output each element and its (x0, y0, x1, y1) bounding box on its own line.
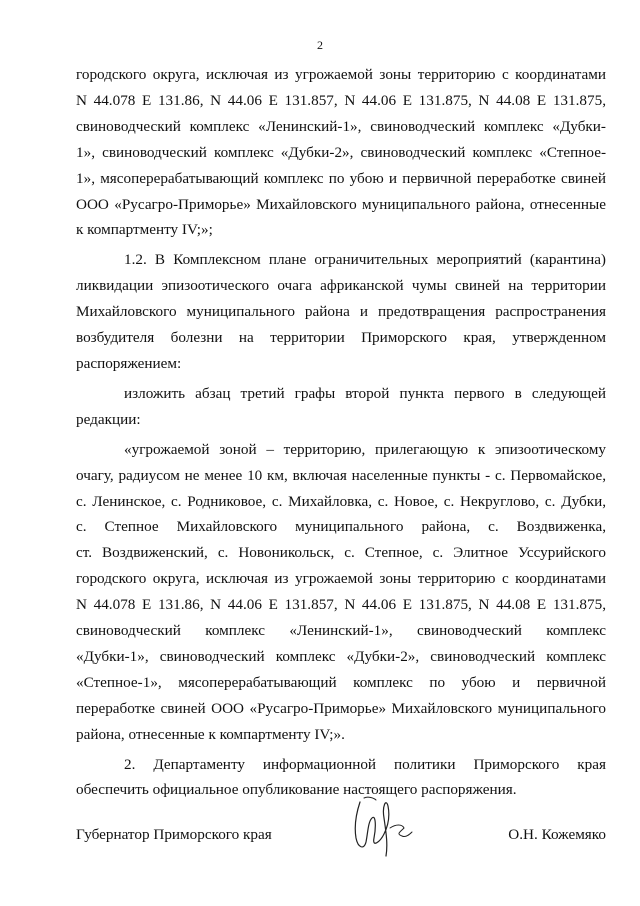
text-line: Михайловского муниципального района и предотвращения распространения (76, 303, 606, 321)
text-line: с. Ленинское, с. Родниковое, с. Михайловка, с. Новое, с. Некруглово, с. Дубки, (76, 492, 606, 510)
text-line: изложить абзац третий графы второй пункта первого в следующей (124, 384, 606, 402)
signatory-name: О.Н. Кожемяко (508, 826, 606, 843)
text-line: 1», мясоперерабатывающий комплекс по убою и первичной переработке свиней (76, 169, 606, 187)
text-line: обеспечить официальное опубликование настоящего распоряжения. (76, 781, 517, 799)
paragraph-2 (76, 752, 606, 804)
text-line: городского округа, исключая из угрожаемой зоны территорию с координатами (76, 570, 606, 588)
paragraph-edit-instruction (76, 381, 606, 433)
text-line: свиноводческий комплекс «Ленинский-1», свиноводческий комплекс (76, 622, 606, 640)
text-line: 2. Департаменту информационной политики Приморского края (124, 755, 606, 773)
text-line: 1.2. В Комплексном плане ограничительных мероприятий (карантина) (124, 251, 606, 269)
text-line: «Дубки-1», свиноводческий комплекс «Дубки-2», свиноводческий комплекс (76, 647, 606, 665)
signatory-title: Губернатор Приморского края (76, 826, 272, 843)
text-line: 1», свиноводческий комплекс «Дубки-2», свиноводческий комплекс «Степное- (76, 143, 606, 161)
text-line: «Степное-1», мясоперерабатывающий комплекс по убою и первичной (76, 673, 606, 691)
text-line: городского округа, исключая из угрожаемой зоны территорию с координатами (76, 66, 606, 83)
text-line: к компартменту IV;»; (76, 221, 213, 239)
text-line: переработке свиней ООО «Русагро-Приморье» Михайловского муниципального (76, 699, 606, 717)
text-line: района, отнесенные к компартменту IV;». (76, 725, 345, 743)
text-line: возбудителя болезни на территории Приморского края, утвержденном (76, 329, 606, 347)
text-line: «угрожаемой зоной – территорию, прилегающую к эпизоотическому (124, 440, 606, 458)
document-body (76, 62, 606, 803)
paragraph-exclusion-zone (76, 62, 606, 243)
text-line: N 44.078 E 131.86, N 44.06 E 131.857, N 44.06 E 131.875, N 44.08 E 131.875, (76, 596, 606, 614)
text-line: ликвидации эпизоотического очага африканской чумы свиней на территории (76, 277, 606, 295)
page-number: 2 (317, 38, 323, 52)
paragraph-1-2 (76, 247, 606, 377)
paragraph-threatened-zone (76, 437, 606, 748)
text-line: свиноводческий комплекс «Ленинский-1», свиноводческий комплекс «Дубки- (76, 117, 606, 135)
text-line: ООО «Русагро-Приморье» Михайловского муниципального района, отнесенные (76, 195, 606, 213)
text-line: ст. Воздвиженский, с. Новоникольск, с. Степное, с. Элитное Уссурийского (76, 544, 606, 562)
text-line: очагу, радиусом не менее 10 км, включая населенные пункты - с. Первомайское, (76, 466, 606, 484)
text-line: распоряжением: (76, 354, 182, 372)
handwritten-signature (346, 792, 426, 862)
text-line: N 44.078 E 131.86, N 44.06 E 131.857, N 44.06 E 131.875, N 44.08 E 131.875, (76, 91, 606, 109)
text-line: редакции: (76, 410, 141, 428)
text-line: с. Степное Михайловского муниципального района, с. Воздвиженка, (76, 518, 606, 536)
